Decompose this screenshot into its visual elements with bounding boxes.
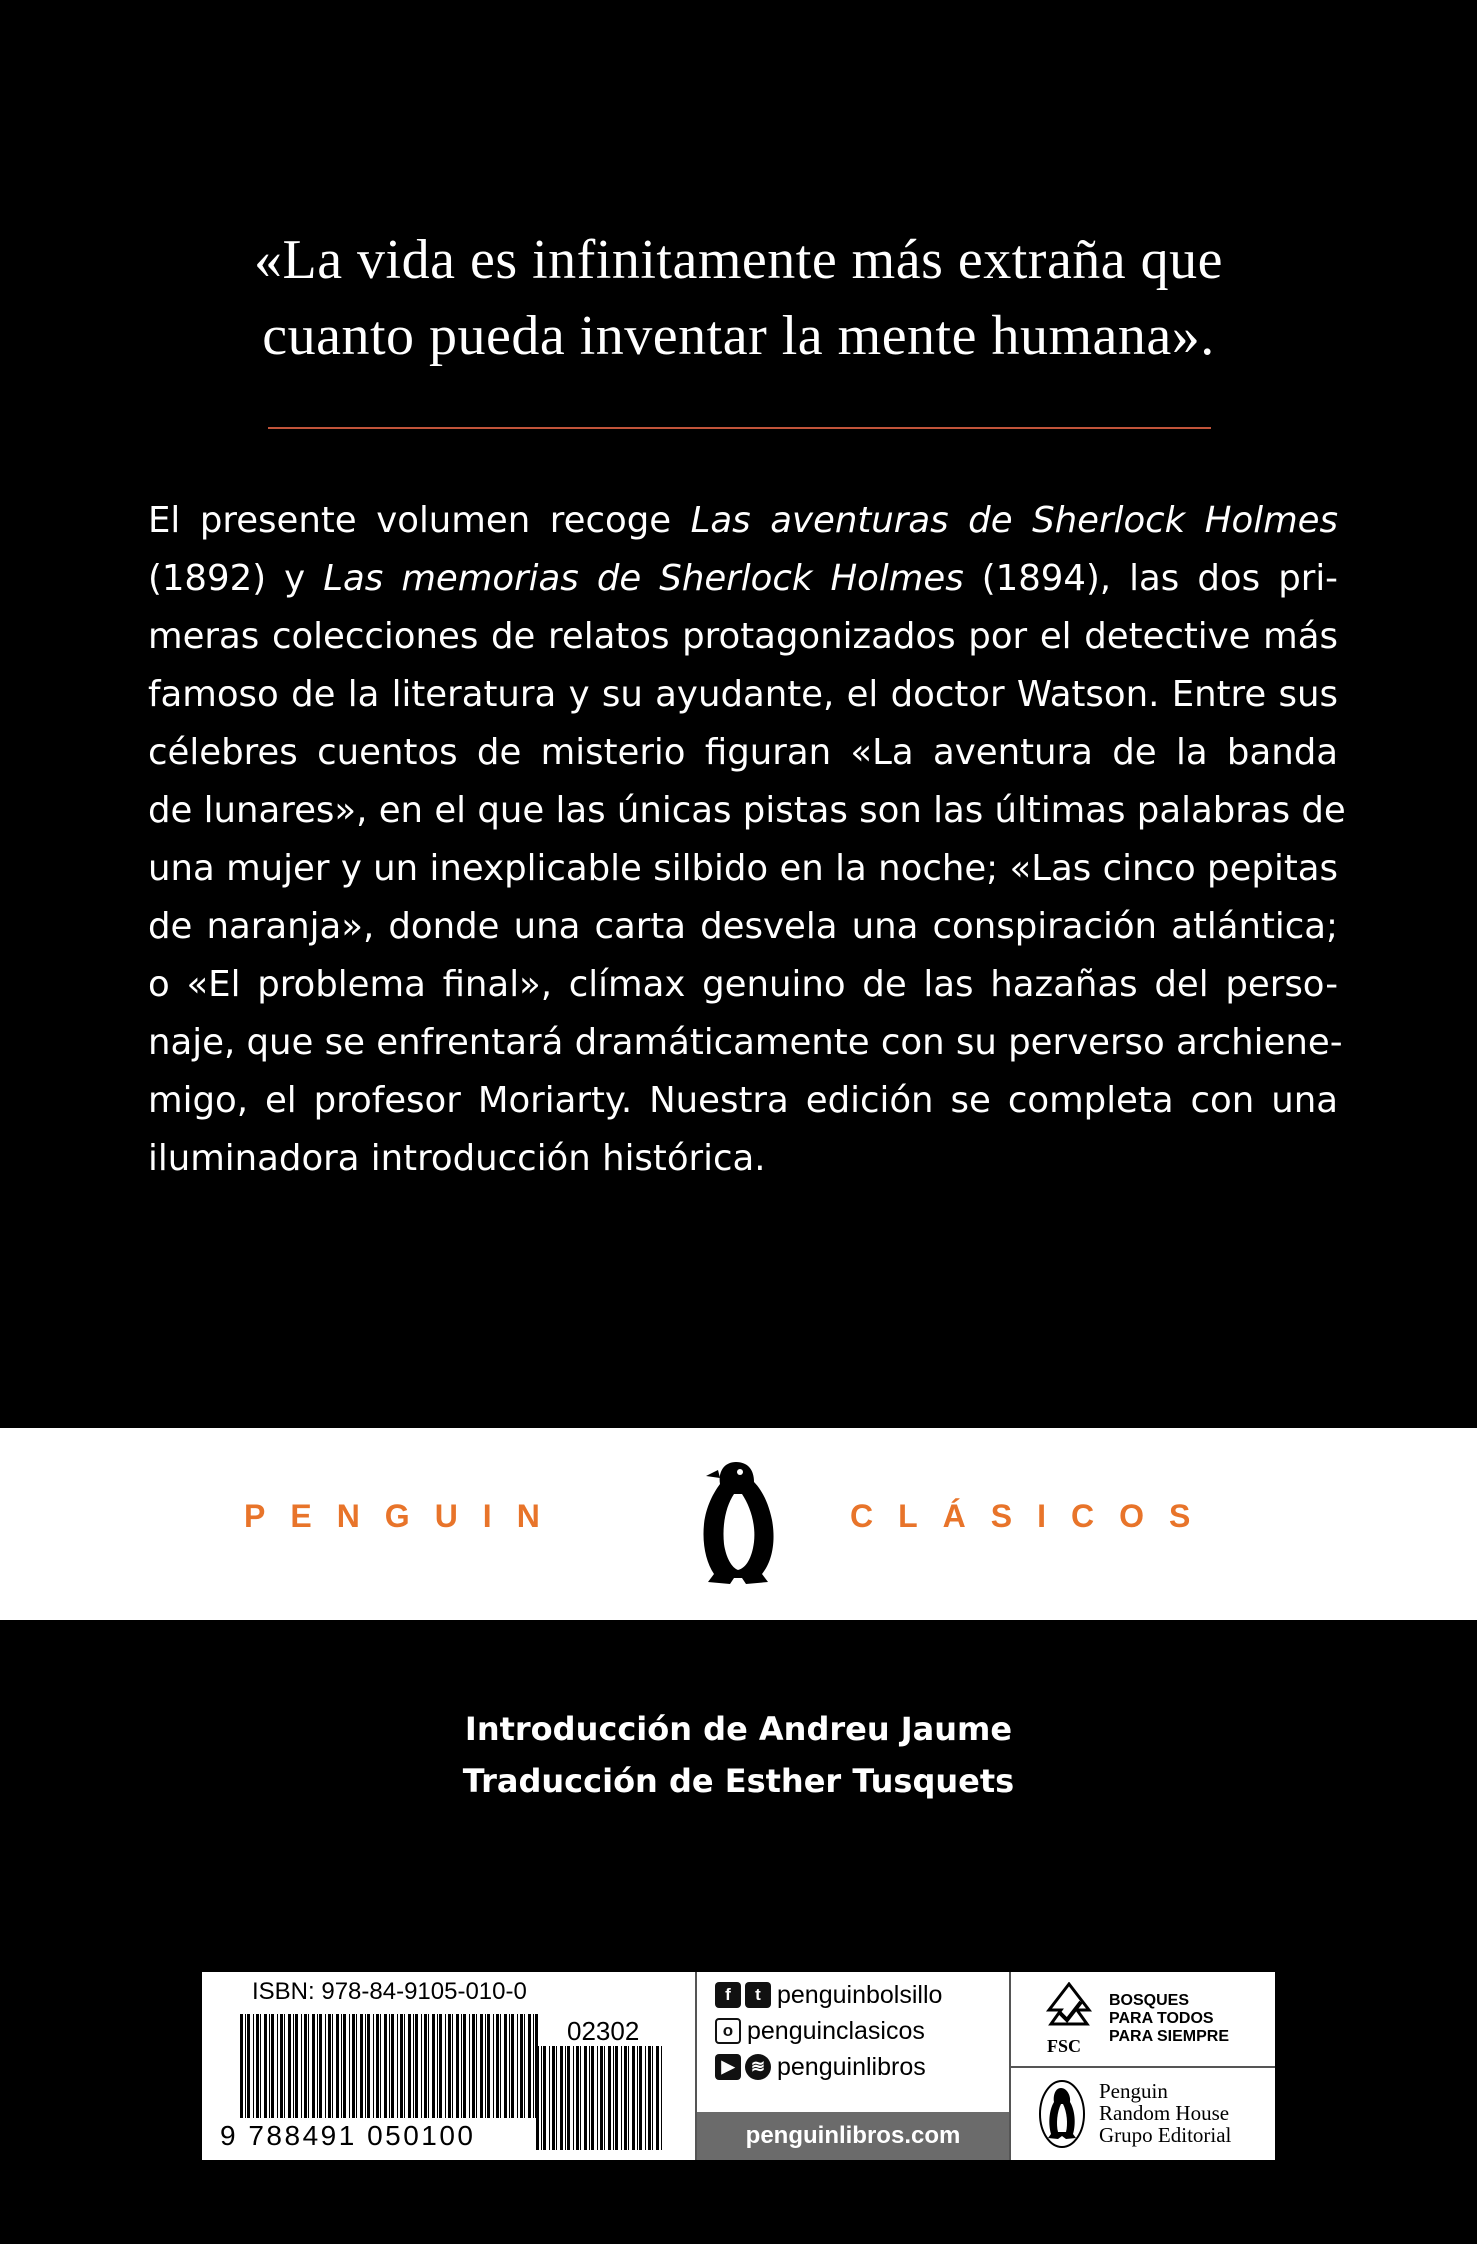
barcode-bar — [552, 2046, 555, 2150]
barcode-bar — [391, 2014, 394, 2118]
blurb-line: iluminadora introducción histórica. — [148, 1138, 766, 1179]
penguin-logo-icon — [696, 1458, 780, 1592]
isbn-digits: 9 788491 050100 — [220, 2120, 476, 2151]
barcode-bar — [624, 2046, 627, 2150]
series-band — [0, 1428, 1477, 1620]
barcode-bar — [511, 2014, 514, 2118]
barcode-bar — [584, 2046, 587, 2150]
series-name-clasicos: CLÁSICOS — [850, 1498, 1216, 1534]
social-row-youtube-spotify[interactable]: ▶ ≋ penguinlibros — [715, 2052, 926, 2086]
barcode-bar — [493, 2014, 494, 2118]
barcode-bar — [556, 2046, 557, 2150]
blurb-line: El presente volumen recoge Las aventuras de Sherlock Holmes — [148, 500, 1339, 541]
barcode-bar — [456, 2014, 459, 2118]
barcode-bar — [415, 2014, 418, 2118]
barcode-bar — [639, 2046, 642, 2150]
barcode-bar — [397, 2014, 398, 2118]
barcode-bar — [560, 2046, 563, 2150]
barcode-bar — [628, 2046, 629, 2150]
barcode-bar — [253, 2014, 254, 2118]
barcode-bar — [480, 2014, 483, 2118]
barcode-bar — [509, 2014, 510, 2118]
barcode-bar — [504, 2014, 507, 2118]
barcode-bar — [597, 2046, 598, 2150]
barcode-bar — [520, 2014, 523, 2118]
barcode-bar — [336, 2014, 339, 2118]
social-row-facebook-twitter[interactable]: f t penguinbolsillo — [715, 1980, 942, 2014]
series-name-penguin: PENGUIN — [244, 1498, 565, 1534]
barcode-bar — [245, 2014, 246, 2118]
barcode-bar — [312, 2014, 315, 2118]
barcode-bar — [485, 2014, 486, 2118]
barcode-bar — [373, 2014, 374, 2118]
blurb-line: célebres cuentos de misterio figuran «La aventura de la banda — [148, 732, 1338, 773]
barcode-bar — [349, 2014, 350, 2118]
title-memoirs: Las memorias de Sherlock Holmes — [323, 558, 964, 599]
barcode-bar — [365, 2014, 366, 2118]
publisher-name: Penguin Random House Grupo Editorial — [1099, 2079, 1232, 2147]
book-description — [148, 492, 1346, 1188]
barcode-bar — [341, 2014, 342, 2118]
barcode-bar — [528, 2014, 531, 2118]
barcode-bar — [439, 2014, 442, 2118]
barcode-bar — [376, 2014, 379, 2118]
barcode-bar — [487, 2014, 490, 2118]
barcode-bar — [428, 2014, 429, 2118]
divider-rule — [268, 427, 1211, 429]
barcode-bar — [421, 2014, 422, 2118]
barcode-bar — [404, 2014, 405, 2118]
barcode-bar — [615, 2046, 618, 2150]
barcode-bar — [461, 2014, 462, 2118]
facebook-icon: f — [715, 1982, 741, 2008]
barcode-bar — [301, 2014, 302, 2118]
barcode-bar — [328, 2014, 331, 2118]
barcode-bar — [389, 2014, 390, 2118]
barcode-bar — [269, 2014, 270, 2118]
barcode-bar — [413, 2014, 414, 2118]
spotify-icon: ≋ — [745, 2054, 771, 2080]
barcode-bar — [343, 2014, 346, 2118]
barcode-bar — [500, 2014, 501, 2118]
barcode-bar — [463, 2014, 466, 2118]
barcode-bar — [356, 2014, 357, 2118]
barcode-bar — [565, 2046, 566, 2150]
barcode-bar — [469, 2014, 470, 2118]
barcode-bar — [400, 2014, 403, 2118]
barcode-bar — [332, 2014, 333, 2118]
fsc-label: FSC — [1047, 2036, 1082, 2056]
social-row-instagram[interactable]: o penguinclasicos — [715, 2016, 925, 2050]
barcode-bar — [573, 2046, 574, 2150]
barcode-section — [202, 1972, 697, 2160]
introduction-credit: Introducción de Andreu Jaume — [464, 1710, 1013, 1748]
barcode-bar — [567, 2046, 570, 2150]
tree-checkmark-icon — [1041, 1982, 1097, 2034]
barcode-bar — [536, 2046, 539, 2150]
twitter-icon: t — [745, 1982, 771, 2008]
barcode-bar — [295, 2014, 298, 2118]
blurb-line: (1892) y Las memorias de Sherlock Holmes (1894), las dos pri- — [148, 558, 1338, 599]
barcode-bar — [437, 2014, 438, 2118]
barcode-bar — [308, 2014, 309, 2118]
barcode-bar — [591, 2046, 594, 2150]
blurb-line: una mujer y un inexplicable silbido en la noche; «Las cinco pepitas — [148, 848, 1338, 889]
youtube-icon: ▶ — [715, 2054, 741, 2080]
barcode-bar — [319, 2014, 322, 2118]
barcode-bar — [533, 2014, 534, 2118]
barcode-bar — [277, 2014, 278, 2118]
barcode-bar — [432, 2014, 435, 2118]
publisher-section — [1011, 1972, 1275, 2160]
isbn-label: ISBN: 978-84-9105-010-0 — [252, 1978, 527, 2005]
barcode-bar — [549, 2046, 550, 2150]
barcode-bar — [317, 2014, 318, 2118]
barcode-bar — [541, 2046, 542, 2150]
barcode-bar — [589, 2046, 590, 2150]
barcode-bar — [645, 2046, 646, 2150]
blurb-line: naje, que se enfrentará dramáticamente con su perverso archiene- — [148, 1022, 1343, 1063]
barcode-bar — [360, 2014, 363, 2118]
barcode-bar — [304, 2014, 307, 2118]
barcode-bar — [260, 2014, 261, 2118]
info-panel — [202, 1972, 1275, 2160]
barcode-bar — [448, 2014, 451, 2118]
barcode-bar — [600, 2046, 603, 2150]
barcode-bar — [408, 2014, 411, 2118]
translation-credit: Traducción de Esther Tusquets — [462, 1762, 1015, 1800]
barcode-bar — [293, 2014, 294, 2118]
addon-barcode — [536, 2046, 666, 2150]
barcode-bar — [288, 2014, 291, 2118]
barcode-bar — [445, 2014, 446, 2118]
barcode-bar — [256, 2014, 259, 2118]
barcode-bar — [280, 2014, 283, 2118]
barcode-bar — [652, 2046, 653, 2150]
credits — [0, 1703, 1477, 1807]
barcode-bar — [496, 2014, 499, 2118]
blurb-line: de naranja», donde una carta desvela una conspiración atlántica; — [148, 906, 1338, 947]
barcode-bar — [632, 2046, 635, 2150]
barcode-bar — [543, 2046, 546, 2150]
barcode-bar — [621, 2046, 622, 2150]
barcode-bar — [284, 2014, 285, 2118]
barcode-bar — [613, 2046, 614, 2150]
website-link[interactable]: penguinlibros.com — [697, 2112, 1009, 2160]
barcode-bar — [608, 2046, 611, 2150]
quote-line-2: cuanto pueda inventar la mente humana». — [262, 305, 1215, 367]
barcode-bar — [325, 2014, 326, 2118]
barcode-bar — [604, 2046, 605, 2150]
instagram-icon: o — [715, 2018, 741, 2044]
blurb-line: de lunares», en el que las únicas pistas son las últimas palabras de — [148, 790, 1346, 831]
barcode-bar — [524, 2014, 525, 2118]
barcode-bar — [271, 2014, 274, 2118]
title-adventures: Las aventuras de Sherlock Holmes — [690, 500, 1339, 541]
barcode-bar — [452, 2014, 453, 2118]
barcode-bar — [517, 2014, 518, 2118]
barcode-bar — [576, 2046, 579, 2150]
barcode-bar — [472, 2014, 475, 2118]
back-cover-quote — [0, 222, 1477, 374]
isbn-barcode — [240, 2014, 540, 2118]
blurb-line: o «El problema final», clímax genuino de las hazañas del perso- — [148, 964, 1338, 1005]
blurb-line: famoso de la literatura y su ayudante, el doctor Watson. Entre sus — [148, 674, 1338, 715]
barcode-bar — [656, 2046, 659, 2150]
blurb-line: migo, el profesor Moriarty. Nuestra edición se completa con una — [148, 1080, 1338, 1121]
barcode-bar — [380, 2014, 381, 2118]
blurb-line: meras colecciones de relatos protagonizados por el detective más — [148, 616, 1338, 657]
social-section — [697, 1972, 1011, 2160]
barcode-bar — [352, 2014, 355, 2118]
barcode-bar — [424, 2014, 427, 2118]
barcode-bar — [367, 2014, 370, 2118]
quote-line-1: «La vida es infinitamente más extraña que — [253, 229, 1224, 291]
fsc-slogan: BOSQUES PARA TODOS PARA SIEMPRE — [1109, 1992, 1230, 2045]
barcode-bar — [240, 2014, 243, 2118]
addon-code: 02302 — [567, 2016, 640, 2046]
barcode-bar — [580, 2046, 581, 2150]
barcode-bar — [648, 2046, 651, 2150]
barcode-bar — [247, 2014, 250, 2118]
barcode-bar — [264, 2014, 267, 2118]
barcode-bar — [384, 2014, 387, 2118]
barcode-bar — [661, 2046, 662, 2150]
penguin-random-house-logo-icon — [1037, 2078, 1087, 2150]
barcode-bar — [637, 2046, 638, 2150]
fsc-badge — [1011, 1972, 1275, 2068]
barcode-bar — [476, 2014, 477, 2118]
